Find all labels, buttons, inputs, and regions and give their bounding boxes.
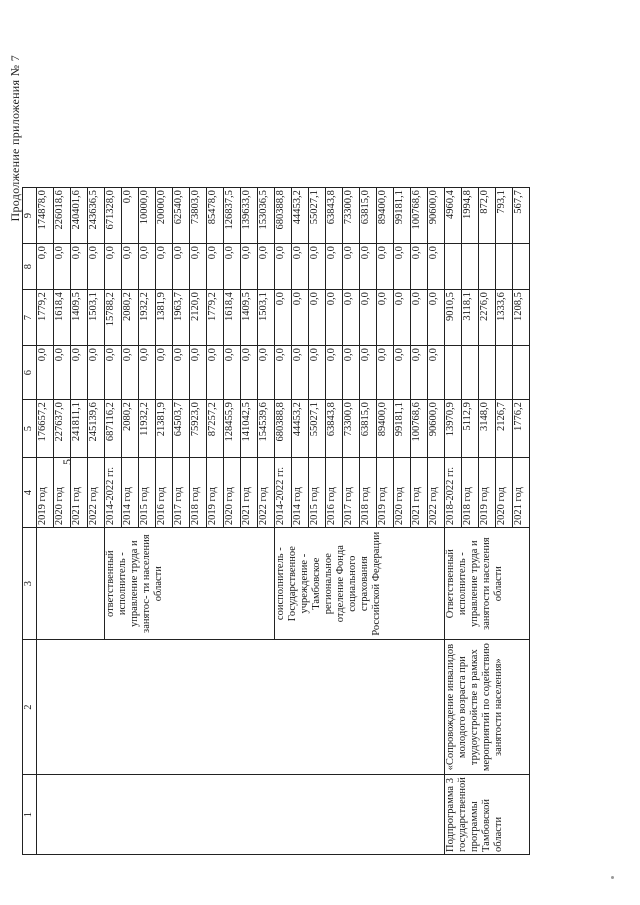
table-cell: 141042,5 xyxy=(241,400,258,458)
table-cell: 2080,2 xyxy=(122,290,139,346)
table-cell: 0,0 xyxy=(88,244,105,290)
table-cell: 0,0 xyxy=(88,346,105,400)
table-cell: 44453,2 xyxy=(292,188,309,244)
table-cell: 0,0 xyxy=(122,188,139,244)
table-cell: 0,0 xyxy=(326,244,343,290)
table-cell: 0,0 xyxy=(275,346,292,400)
col-header: 3 xyxy=(23,528,37,640)
table-cell: 0,0 xyxy=(105,346,122,400)
table-cell: 9010,5 xyxy=(445,290,462,346)
table-cell: 63843,8 xyxy=(326,188,343,244)
table-cell: 174878,0 xyxy=(37,188,54,244)
table-cell: 2015 год xyxy=(309,458,326,528)
table-cell: 21381,9 xyxy=(156,400,173,458)
table-cell: 153036,5 xyxy=(258,188,275,244)
table-cell: 0,0 xyxy=(309,290,326,346)
table-cell: 2022 год xyxy=(88,458,105,528)
table-cell: 2014-2022 гг. xyxy=(105,458,122,528)
table-cell: 126837,5 xyxy=(224,188,241,244)
table-cell: 0,0 xyxy=(326,290,343,346)
table-cell: 0,0 xyxy=(292,244,309,290)
table-cell: 0,0 xyxy=(190,244,207,290)
table-cell: 15788,2 xyxy=(105,290,122,346)
table-cell: 2019 год xyxy=(479,458,496,528)
table-cell: 1208,5 xyxy=(513,290,530,346)
table-cell: 0,0 xyxy=(139,346,156,400)
continuation-col3 xyxy=(37,528,105,640)
table-cell: 793,1 xyxy=(496,188,513,244)
table-cell: 1333,6 xyxy=(496,290,513,346)
table-cell: 0,0 xyxy=(428,346,445,400)
table-cell: 73300,0 xyxy=(343,188,360,244)
col-header: 9 xyxy=(23,188,37,244)
table-cell xyxy=(513,244,530,290)
table-cell: 0,0 xyxy=(54,346,71,400)
table-cell: 87257,2 xyxy=(207,400,224,458)
table-cell: 671328,0 xyxy=(105,188,122,244)
table-cell: 0,0 xyxy=(241,346,258,400)
table-cell: 1618,4 xyxy=(54,290,71,346)
table-cell: 0,0 xyxy=(411,244,428,290)
continuation-col2 xyxy=(37,640,445,775)
subprogram-label: Подпрограмма 3 государственной программы Тамбовской области xyxy=(445,775,530,855)
table-cell: 2021 год xyxy=(513,458,530,528)
table-cell: 2014 год xyxy=(292,458,309,528)
table-cell xyxy=(496,244,513,290)
table-cell: 2014-2022 гг. xyxy=(275,458,292,528)
table-cell: 1503,1 xyxy=(258,290,275,346)
table-cell: 0,0 xyxy=(71,346,88,400)
executor-label: ответственный исполнитель - управление труда и занятос- ти населения области xyxy=(105,528,275,640)
table-cell: 0,0 xyxy=(343,290,360,346)
table-cell: 0,0 xyxy=(156,244,173,290)
event-name: «Сопровождение инвалидов молодого возраста при трудоустройстве в рамках мероприятий по содействию занятости населения» xyxy=(445,640,530,775)
table-cell: 1776,2 xyxy=(513,400,530,458)
table-cell: 139633,0 xyxy=(241,188,258,244)
table-cell: 2120,0 xyxy=(190,290,207,346)
table-cell: 226018,6 xyxy=(54,188,71,244)
scan-speck xyxy=(611,876,614,879)
table-cell: 62540,0 xyxy=(173,188,190,244)
table-cell: 0,0 xyxy=(71,244,88,290)
table-cell: 2018 год xyxy=(360,458,377,528)
table-header-row xyxy=(23,188,37,855)
table-cell: 2021 год xyxy=(71,458,88,528)
table-cell: 4960,4 xyxy=(445,188,462,244)
table-cell: 0,0 xyxy=(207,244,224,290)
table-cell: 90600,0 xyxy=(428,400,445,458)
table-cell: 2020 год xyxy=(496,458,513,528)
table-cell: 89400,0 xyxy=(377,400,394,458)
table-cell: 44453,2 xyxy=(292,400,309,458)
table-cell: 1503,1 xyxy=(88,290,105,346)
table-cell: 1618,4 xyxy=(224,290,241,346)
page-number: 5 xyxy=(60,459,74,465)
executor-label: Ответственный исполнитель - управление труда и занятости населения области xyxy=(445,528,530,640)
table-cell: 2020 год xyxy=(394,458,411,528)
budget-table xyxy=(22,187,530,855)
table-cell: 0,0 xyxy=(428,244,445,290)
table-cell: 0,0 xyxy=(394,290,411,346)
table-cell: 0,0 xyxy=(394,346,411,400)
table-cell: 1779,2 xyxy=(37,290,54,346)
table-cell: 0,0 xyxy=(275,290,292,346)
table-cell: 687116,2 xyxy=(105,400,122,458)
table-cell: 2015 год xyxy=(139,458,156,528)
table-cell: 100768,6 xyxy=(411,400,428,458)
table-cell: 3148,0 xyxy=(479,400,496,458)
table-cell: 100768,6 xyxy=(411,188,428,244)
col-header: 6 xyxy=(23,346,37,400)
table-cell: 20000,0 xyxy=(156,188,173,244)
table-cell: 2126,7 xyxy=(496,400,513,458)
table-cell: 2019 год xyxy=(207,458,224,528)
table-cell: 0,0 xyxy=(377,244,394,290)
table-cell: 227637,0 xyxy=(54,400,71,458)
table-cell: 5112,9 xyxy=(462,400,479,458)
table-cell: 241811,1 xyxy=(71,400,88,458)
table-cell: 0,0 xyxy=(37,346,54,400)
table-cell: 2018-2022 гг. xyxy=(445,458,462,528)
table-cell: 680388,8 xyxy=(275,188,292,244)
table-row xyxy=(37,188,54,855)
table-cell: 11932,2 xyxy=(139,400,156,458)
table-cell: 64503,7 xyxy=(173,400,190,458)
table-cell: 85478,0 xyxy=(207,188,224,244)
table-cell: 1381,9 xyxy=(156,290,173,346)
table-cell: 2018 год xyxy=(462,458,479,528)
table-cell: 0,0 xyxy=(309,346,326,400)
col-header: 8 xyxy=(23,244,37,290)
continuation-col1 xyxy=(37,775,445,855)
table-cell: 245139,6 xyxy=(88,400,105,458)
table-cell: 2019 год xyxy=(37,458,54,528)
table-cell: 0,0 xyxy=(173,244,190,290)
table-cell: 0,0 xyxy=(190,346,207,400)
table-cell: 567,7 xyxy=(513,188,530,244)
table-cell: 1994,8 xyxy=(462,188,479,244)
table-cell: 2019 год xyxy=(377,458,394,528)
table-cell: 0,0 xyxy=(54,244,71,290)
col-header: 2 xyxy=(23,640,37,775)
table-cell: 73300,0 xyxy=(343,400,360,458)
table-cell: 0,0 xyxy=(360,244,377,290)
table-cell: 0,0 xyxy=(428,290,445,346)
table-cell: 13970,9 xyxy=(445,400,462,458)
table-cell: 0,0 xyxy=(224,346,241,400)
table-cell: 2016 год xyxy=(326,458,343,528)
table-cell xyxy=(513,346,530,400)
table-cell xyxy=(479,346,496,400)
table-cell: 0,0 xyxy=(224,244,241,290)
table-cell: 0,0 xyxy=(360,346,377,400)
table-cell: 2016 год xyxy=(156,458,173,528)
table-row xyxy=(445,188,462,855)
table-cell: 0,0 xyxy=(258,244,275,290)
table-cell: 2021 год xyxy=(241,458,258,528)
table-cell: 73803,0 xyxy=(190,188,207,244)
table-cell: 0,0 xyxy=(377,290,394,346)
table-cell: 55027,1 xyxy=(309,188,326,244)
table-cell: 0,0 xyxy=(394,244,411,290)
table-cell: 2017 год xyxy=(343,458,360,528)
table-cell: 3118,1 xyxy=(462,290,479,346)
coexecutor-label: соисполнитель - Государственное учреждение - Тамбовское региональное отделение Фонда социального страхования Российской Федерации xyxy=(275,528,445,640)
table-cell: 0,0 xyxy=(343,346,360,400)
table-cell: 2022 год xyxy=(258,458,275,528)
table-cell: 0,0 xyxy=(156,346,173,400)
table-cell: 0,0 xyxy=(139,244,156,290)
table-cell: 99181,1 xyxy=(394,188,411,244)
table-cell: 240401,6 xyxy=(71,188,88,244)
table-cell: 243636,5 xyxy=(88,188,105,244)
table-cell: 0,0 xyxy=(292,346,309,400)
table-cell: 0,0 xyxy=(173,346,190,400)
table-cell: 2020 год xyxy=(224,458,241,528)
table-cell: 0,0 xyxy=(292,290,309,346)
table-cell: 10000,0 xyxy=(139,188,156,244)
table-cell: 680388,8 xyxy=(275,400,292,458)
col-header: 5 xyxy=(23,400,37,458)
table-cell: 1963,7 xyxy=(173,290,190,346)
table-cell: 154539,6 xyxy=(258,400,275,458)
col-header: 1 xyxy=(23,775,37,855)
table-cell: 0,0 xyxy=(377,346,394,400)
table-cell: 1409,5 xyxy=(241,290,258,346)
table-cell: 1409,5 xyxy=(71,290,88,346)
table-cell: 89400,0 xyxy=(377,188,394,244)
appendix-title: Продолжение приложения № 7 xyxy=(8,55,22,222)
table-cell: 0,0 xyxy=(207,346,224,400)
table-cell: 63843,8 xyxy=(326,400,343,458)
table-cell: 2080,2 xyxy=(122,400,139,458)
table-cell: 872,0 xyxy=(479,188,496,244)
table-cell: 2022 год xyxy=(428,458,445,528)
table-cell: 99181,1 xyxy=(394,400,411,458)
col-header: 7 xyxy=(23,290,37,346)
table-cell: 2020 год xyxy=(54,458,71,528)
table-cell: 0,0 xyxy=(360,290,377,346)
table-cell: 0,0 xyxy=(275,244,292,290)
table-cell: 2276,0 xyxy=(479,290,496,346)
table-cell xyxy=(445,346,462,400)
table-cell: 128455,9 xyxy=(224,400,241,458)
table-cell: 90600,0 xyxy=(428,188,445,244)
table-cell: 0,0 xyxy=(105,244,122,290)
table-cell: 0,0 xyxy=(309,244,326,290)
table-cell: 75923,0 xyxy=(190,400,207,458)
col-header: 4 xyxy=(23,458,37,528)
table-cell: 0,0 xyxy=(411,290,428,346)
table-cell: 63815,0 xyxy=(360,400,377,458)
table-cell: 0,0 xyxy=(411,346,428,400)
table-cell: 0,0 xyxy=(122,244,139,290)
table-cell xyxy=(496,346,513,400)
table-cell: 0,0 xyxy=(122,346,139,400)
table-cell: 63815,0 xyxy=(360,188,377,244)
table-cell: 0,0 xyxy=(241,244,258,290)
table-cell: 55027,1 xyxy=(309,400,326,458)
table-cell: 0,0 xyxy=(37,244,54,290)
table-cell: 0,0 xyxy=(258,346,275,400)
table-cell: 2021 год xyxy=(411,458,428,528)
table-cell: 176657,2 xyxy=(37,400,54,458)
table-cell: 1779,2 xyxy=(207,290,224,346)
table-cell: 2014 год xyxy=(122,458,139,528)
table-cell: 0,0 xyxy=(343,244,360,290)
table-cell: 0,0 xyxy=(326,346,343,400)
table-cell: 2018 год xyxy=(190,458,207,528)
table-cell xyxy=(462,346,479,400)
table-cell: 2017 год xyxy=(173,458,190,528)
table-cell xyxy=(445,244,462,290)
table-cell xyxy=(479,244,496,290)
table-cell xyxy=(462,244,479,290)
table-cell: 1932,2 xyxy=(139,290,156,346)
